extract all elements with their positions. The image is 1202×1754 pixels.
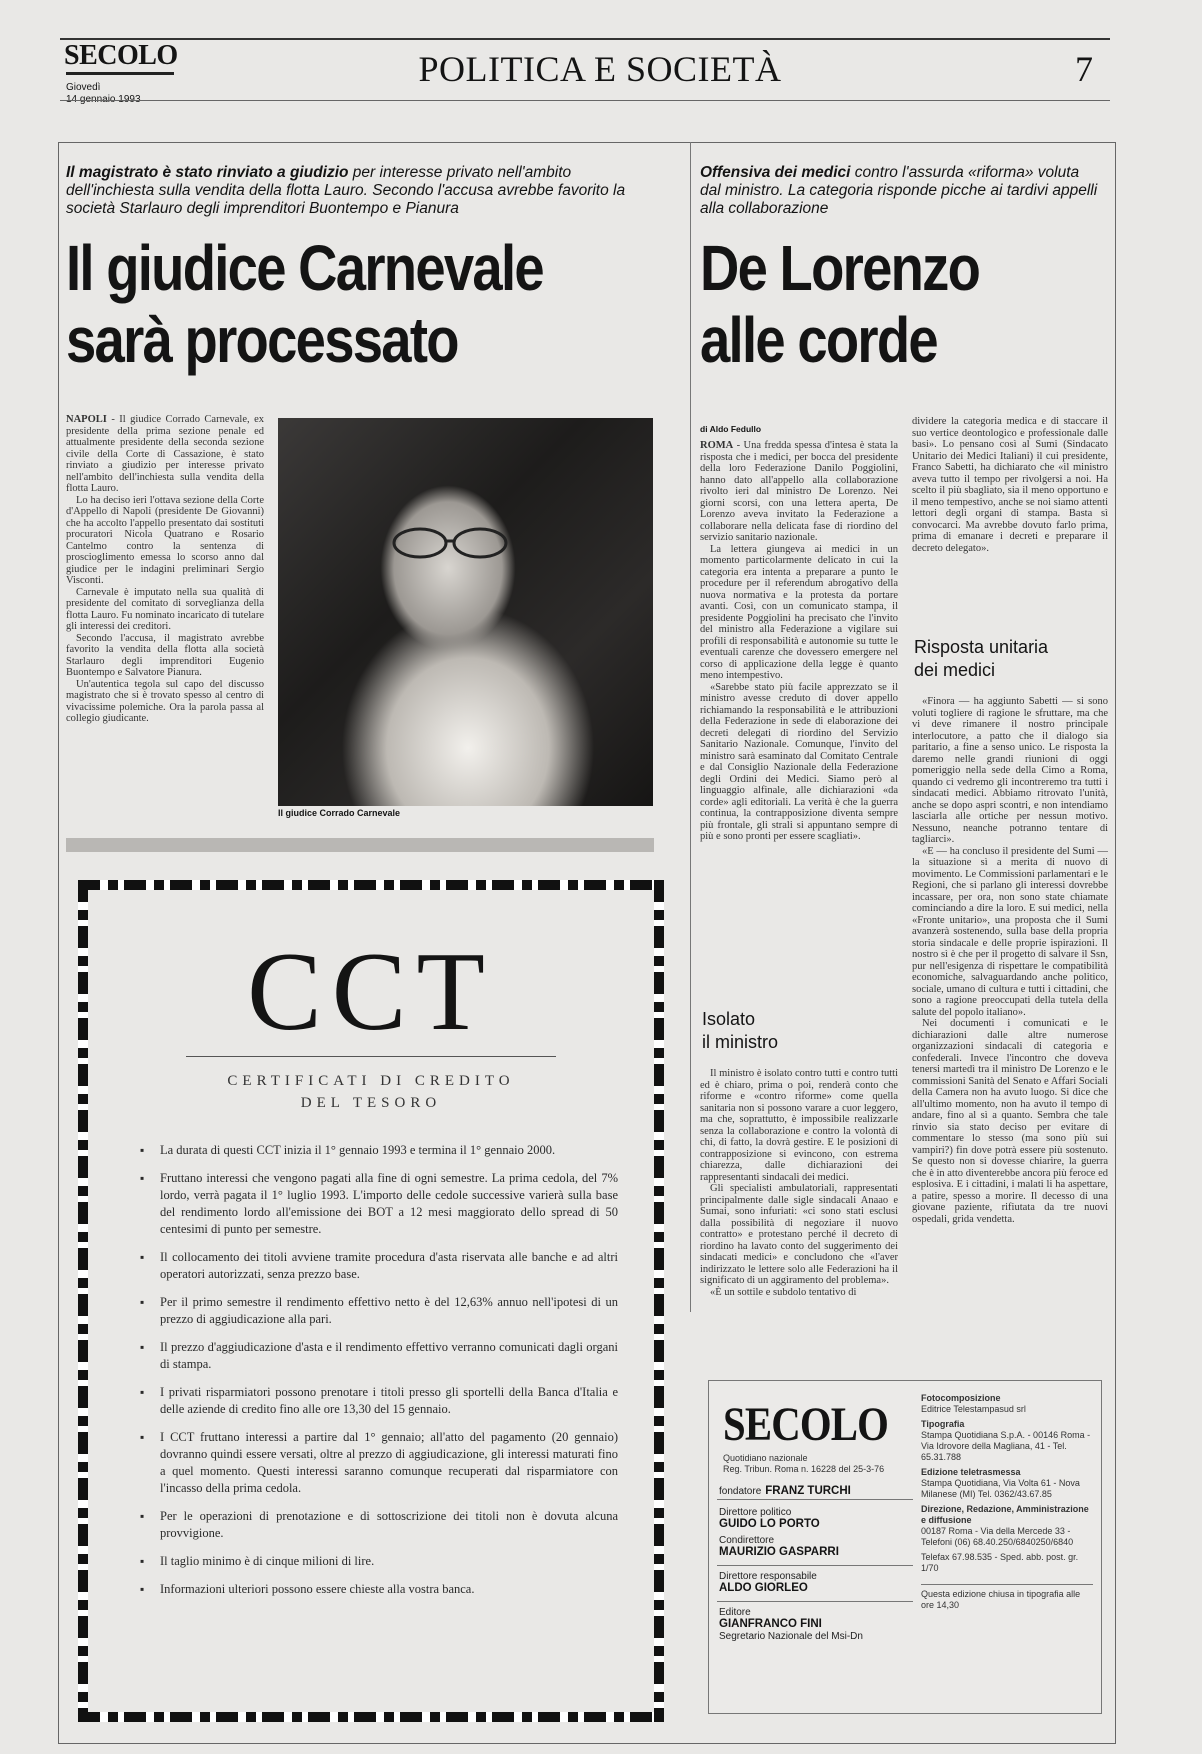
- ad-term: ▪ Per il primo semestre il rendimento effettivo netto è del 12,63% annuo nell'ipotesi di un prezzo di aggiudicazione alla pari.: [148, 1294, 618, 1328]
- ad-subtitle: [78, 1070, 664, 1114]
- left-paragraph-5: Un'autentica tegola sul capo del discusso magistrato che si è trovato spesso al centro di vivacissime polemiche. Ora la parola passa al collegio giudicante.: [66, 678, 264, 724]
- ad-border-top: [78, 880, 664, 890]
- imprint-detail: Questa edizione chiusa in tipografia alle ore 14,30: [921, 1584, 1093, 1611]
- ad-border-bottom: [78, 1712, 664, 1722]
- left-kicker-bold: Il magistrato è stato rinviato a giudizio: [66, 164, 349, 181]
- left-headline-line1: Il giudice Carnevale: [66, 232, 543, 304]
- right-byline: di Aldo Fedullo: [700, 424, 762, 434]
- left-paragraph-2: Lo ha deciso ieri l'ottava sezione della Corte d'Appello di Napoli (presidente De Giovanni) che ha accolto l'appello presentato dai sostituti procuratori Nicola Quatrano e Rosario Cantelmo contro la sentenza di proscioglimento emessa lo scorso anno dal giudice per le indagini preliminari Sergio Visconti.: [66, 494, 264, 586]
- right-kicker-bold: Offensiva dei medici: [700, 164, 851, 181]
- ad-term: ▪ Informazioni ulteriori possono essere chieste alla vostra banca.: [148, 1581, 618, 1598]
- photo-caption: Il giudice Corrado Carnevale: [278, 808, 401, 818]
- imprint-box: [708, 1380, 1102, 1714]
- page-number: 7: [1075, 49, 1093, 89]
- right-kicker: [700, 164, 1100, 218]
- column-divider: [690, 142, 691, 1312]
- imprint-publisher: Editore GIANFRANCO FINI Segretario Nazionale del Msi-Dn: [719, 1607, 863, 1642]
- imprint-responsible-director: Direttore responsabile ALDO GIORLEO: [719, 1571, 817, 1594]
- ad-subtitle-line2: DEL TESORO: [300, 1095, 442, 1111]
- ad-term: ▪ Il prezzo d'aggiudicazione d'asta e il rendimento effettivo verranno comunicati dagli organi di stampa.: [148, 1339, 618, 1373]
- ad-term: ▪ Fruttano interessi che vengono pagati alla fine di ogni semestre. La prima cedola, del 7% lordo, verrà pagata il 1° luglio 1993. L'importo delle cedole successive varierà sulla base del rendimento lordo all'emissione dei BOT a 12 mesi maggiorato dello spread di 50 centesimi di punto per semestre.: [148, 1170, 618, 1238]
- ad-term: ▪ Il collocamento dei titoli avviene tramite procedura d'asta riservata alle banche e ad altri operatori autorizzati, senza prezzo base.: [148, 1249, 618, 1283]
- right-article-col2b: [912, 696, 1108, 1356]
- ad-subtitle-line1: CERTIFICATI DI CREDITO: [227, 1073, 515, 1089]
- masthead-top-rule: [60, 38, 1110, 40]
- imprint-codirector: Condirettore MAURIZIO GASPARRI: [719, 1535, 839, 1558]
- left-paragraph-4: Secondo l'accusa, il magistrato avrebbe favorito la vendita della flotta alla società Starlauro degli imprenditori Eugenio Buontempo e Salvatore Pianura.: [66, 632, 264, 678]
- right-paragraph: «Sarebbe stato più facile apprezzato se il ministro avesse creduto di dover appello richiamando la responsabilità e le attribuzioni della Federazione in sede di elaborazione dei decreti delegati di riordino del Servizio Sanitario Nazionale. Comunque, l'invito del ministro sarà esaminato dal Comitato Centrale e dal Consiglio Nazionale della Federazione degli Ordini dei Medici. Siamo però al linguaggio alfinale, alle dichiarazioni «da corde» agli editoriali. La verità è che la guerra continua, la contrapposizione diventa sempre più frontale, gli strali si appuntano sempre di più e sono pronti per essere scagliati».: [700, 681, 898, 842]
- imprint-rule: [717, 1565, 913, 1566]
- subhead-risposta: Risposta unitaria dei medici: [914, 637, 1049, 680]
- carnevale-photo: [278, 418, 653, 806]
- left-paragraph-3: Carnevale è imputato nella sua qualità di presidente del comitato di sorveglianza della flotta Lauro. Fu nominato incaricato di tutelare gli interessi dei creditori.: [66, 586, 264, 632]
- ad-term: ▪ Per le operazioni di prenotazione e di sottoscrizione dei titoli non è dovuta alcuna provvigione.: [148, 1508, 618, 1542]
- left-dateline: NAPOLI: [66, 414, 107, 425]
- imprint-detail: Edizione teletrasmessa Stampa Quotidiana, Via Volta 61 - Nova Milanese (MI) Tel. 0362/43.67.85: [921, 1467, 1080, 1499]
- left-paragraph-1: NAPOLI - Il giudice Corrado Carnevale, ex presidente della prima sezione penale ed attualmente presidente della seconda sezione civile della Corte di Cassazione, è stato rinviato a giudizio per interesse privato nell'ambito dell'inchiesta sulla vendita della flotta Lauro.: [66, 414, 264, 494]
- imprint-logo: SECOLO: [723, 1398, 888, 1451]
- left-kicker: [66, 164, 626, 218]
- ad-title: CCT: [247, 930, 495, 1054]
- imprint-subtitle: Quotidiano nazionale Reg. Tribun. Roma n. 16228 del 25-3-76: [723, 1453, 885, 1474]
- right-article-col2: [912, 416, 1108, 606]
- right-paragraph: dividere la categoria medica e di staccare il suo vertice deontologico e professionale dalle basi». Lo pensano così al Sumi (Sindacato Unitario dei Medici Italiani) il cui presidente, Franco Sabetti, ha dichiarato che «il ministro aveva tutto il tempo per rivolgersi a noi. Ha scelto il più sbagliato, sia il meno opportuno e il meno tempestivo, anche se noi siamo attenti lettori degli organi di stampa. Basta sì convocarci. Ma avrebbe dovuto farlo prima, prima di emanare i decreti e preparare il decreto delegato».: [912, 416, 1108, 554]
- right-paragraph: «Finora — ha aggiunto Sabetti — si sono voluti togliere di ragione le sfruttare, ma che vi deve rimanere il nostro principale interlocutore, a patto che il dialogo sia paritario, a fine a senso unico. Le risposta la daremo nelle grandi riunioni di oggi pomeriggio nella sede della Cimo a Roma, quando ci vedremo gli incontreremo tra tutti i sindacati medici. Abbiamo ritrovato l'unità, anche se dopo aspri scontri, e non intendiamo lasciarla alle ortiche per nessun motivo. Nessuno, neanche potranno tentare di tagliarci».: [912, 696, 1108, 845]
- left-headline-line2: sarà processato: [66, 304, 458, 376]
- left-article-body: [66, 414, 264, 818]
- imprint-rule: [717, 1499, 913, 1500]
- cct-advertisement: [78, 880, 664, 1722]
- right-paragraph: «È un sottile e subdolo tentativo di: [710, 1286, 857, 1298]
- right-kicker-text: contro l'assurda «riforma» voluta dal ministro. La categoria risponde picche ai tardivi appelli alla collaborazione: [700, 164, 1098, 217]
- right-headline-line1: De Lorenzo: [700, 232, 980, 304]
- ad-term: ▪ La durata di questi CCT inizia il 1° gennaio 1993 e termina il 1° gennaio 2000.: [148, 1142, 618, 1159]
- imprint-detail: Fotocomposizione Editrice Telestampasud srl: [921, 1393, 1026, 1414]
- glasses-shape: [390, 526, 510, 560]
- imprint-details: [921, 1393, 1093, 1611]
- imprint-rule: [717, 1601, 913, 1602]
- imprint-detail: Telefax 67.98.535 - Sped. abb. post. gr. 1/70: [921, 1552, 1079, 1573]
- masthead-bottom-rule: [60, 100, 1110, 101]
- right-paragraph: Gli specialisti ambulatoriali, rappresentati principalmente dalle sigle sindacali Anaao e Sumai, sono infuriati: «ci sono stati esclusi dalla possibilità di negoziare il nuovo contratto» e protestano perché il decreto di riordino ha lavato conto del suggerimento dei sindacati medici» e concludono che «l'aver indirizzato le lettere solo alle Federazioni ha il significato di un aggiramento del problema».: [700, 1183, 898, 1286]
- right-paragraph: La lettera giungeva ai medici in un momento particolarmente delicato in cui la categoria era intenta a preparare a punto le procedure per il referendum abrogativo della nuova normativa e la protesta da portare avanti. Così, con un comunicato stampa, il presidente Poggiolini ha precisato che l'invito del ministro alla Federazione a vigilare sui profili di responsabilità e autonomie su tutte le eventuali carenze che dovessero emergere nel corso di applicazione della legge è quanto meno intempestivo.: [700, 543, 898, 681]
- subhead-isolato: Isolato il ministro: [702, 1009, 779, 1052]
- imprint-founder: fondatore FRANZ TURCHI: [719, 1485, 851, 1497]
- right-article-col1: [700, 440, 898, 990]
- separator-band: [66, 838, 654, 852]
- right-paragraph: Nei documenti i comunicati e le dichiarazioni dalle altre numerose organizzazioni sindacali di categoria e confederali. Invece l'incontro che doveva tenersi martedì tra il ministro De Lorenzo e le commissioni Sanità del Senato e Affari Sociali della Camera non ha avuto luogo. Si dice che all'ultimo momento, non ha avuto il tempo di andare, fino al sì a quanto. Sembra che tale rinvio sia stato deciso per evitare di commentare lo stesso (ma sono più sui vampiri?) fin dove potrà essere più sostenuto. Se questo non si dovesse chiarire, la guerra che è in atto diventerebbe ancora più feroce ed esplosiva. E i cittadini, i malati li ha aspettare, a patire, spesso a morire. Il decesso di una giovane paziente, rifiutata da tre nuovi ospedali, grida vendetta.: [912, 1018, 1108, 1225]
- issue-date: [66, 82, 141, 106]
- right-paragraph: «E — ha concluso il presidente del Sumi — la situazione sì a merita di nuovo di movimento. Le Commissioni parlamentari e le Regioni, che si parlano gli interessi dovrebbe incassare, per ora, non sono state chiamate cominciando a dire la loro. E sui medici, nella «Fronte unitario», una proposta che il Sumi avanzerà sostenendo, sulla base della propria storia sindacale e delle proprie ispirazioni. Il nostro sì è che per il progetto di salvare il Ssn, pur nell'esigenza di rispettare le compatibilità economiche, salvaguardando anche politico, sociale, umano di cultura e tutti i cittadini, che sono a ragione preoccupati della tutela della salute del popolo italiano».: [912, 845, 1108, 1018]
- ad-term: ▪ Il taglio minimo è di cinque milioni di lire.: [148, 1553, 618, 1570]
- right-headline-line2: alle corde: [700, 304, 937, 376]
- imprint-detail: Tipografia Stampa Quotidiana S.p.A. - 00146 Roma - Via Idrovore della Magliana, 41 - Tel. 65.31.788: [921, 1419, 1091, 1462]
- right-article-col1b: [700, 1068, 898, 1358]
- imprint-political-director: Direttore politico GUIDO LO PORTO: [719, 1507, 820, 1530]
- issue-day: Giovedì: [66, 82, 101, 93]
- left-kicker-text: per interesse privato nell'ambito dell'inchiesta sulla vendita della flotta Lauro. Secondo l'accusa avrebbe favorito la società Starlauro degli imprenditori Buontempo e Pianura: [66, 164, 626, 217]
- right-paragraph: ROMA - Una fredda spessa d'intesa è stata la risposta che i medici, per bocca del presidente della loro Federazione Danilo Poggiolini, hanno dato all'appello alla collaborazione rivolto ieri dal ministro De Lorenzo. Nei giorni scorsi, con una lettera aperta, De Lorenzo aveva invitato la Federazione a collaborare nella delicata fase di riordino del servizio sanitario nazionale.: [700, 440, 898, 543]
- ad-term: ▪ I privati risparmiatori possono prenotare i titoli presso gli sportelli della Banca d'Italia e delle aziende di credito fino alle ore 13,30 del 15 gennaio.: [148, 1384, 618, 1418]
- imprint-detail: Direzione, Redazione, Amministrazione e diffusione 00187 Roma - Via della Mercede 33 - Telefoni (06) 68.40.250/6840250/6840: [921, 1504, 1089, 1547]
- right-paragraph: Il ministro è isolato contro tutti e contro tutti ed è chiaro, prima o poi, renderà conto che riforme e «contro riforme» come quella sanitaria non si possono varare a cuor leggero, ma che, soprattutto, è impossibile realizzarle senza la collaborazione e contro la volontà di chi, di fatto, la dovrà gestire. E le posizioni di contrapposizione si evincono, con estrema chiarezza, dalle dichiarazioni dei rappresentanti sindacali dei medici.: [700, 1068, 898, 1183]
- ad-terms-list: [148, 1142, 618, 1609]
- ad-term: ▪ I CCT fruttano interessi a partire dal 1° gennaio; all'atto del pagamento (20 gennaio) dovranno quindi essere versati, oltre al prezzo di aggiudicazione, gli interessi maturati fino a quel momento. Questi interessi saranno comunque recuperati dal risparmiatore con l'incasso della prima cedola.: [148, 1429, 618, 1497]
- section-title: POLITICA E SOCIETÀ: [418, 49, 782, 89]
- right-dateline: ROMA: [700, 440, 734, 451]
- newspaper-logo: SECOLO: [64, 40, 178, 71]
